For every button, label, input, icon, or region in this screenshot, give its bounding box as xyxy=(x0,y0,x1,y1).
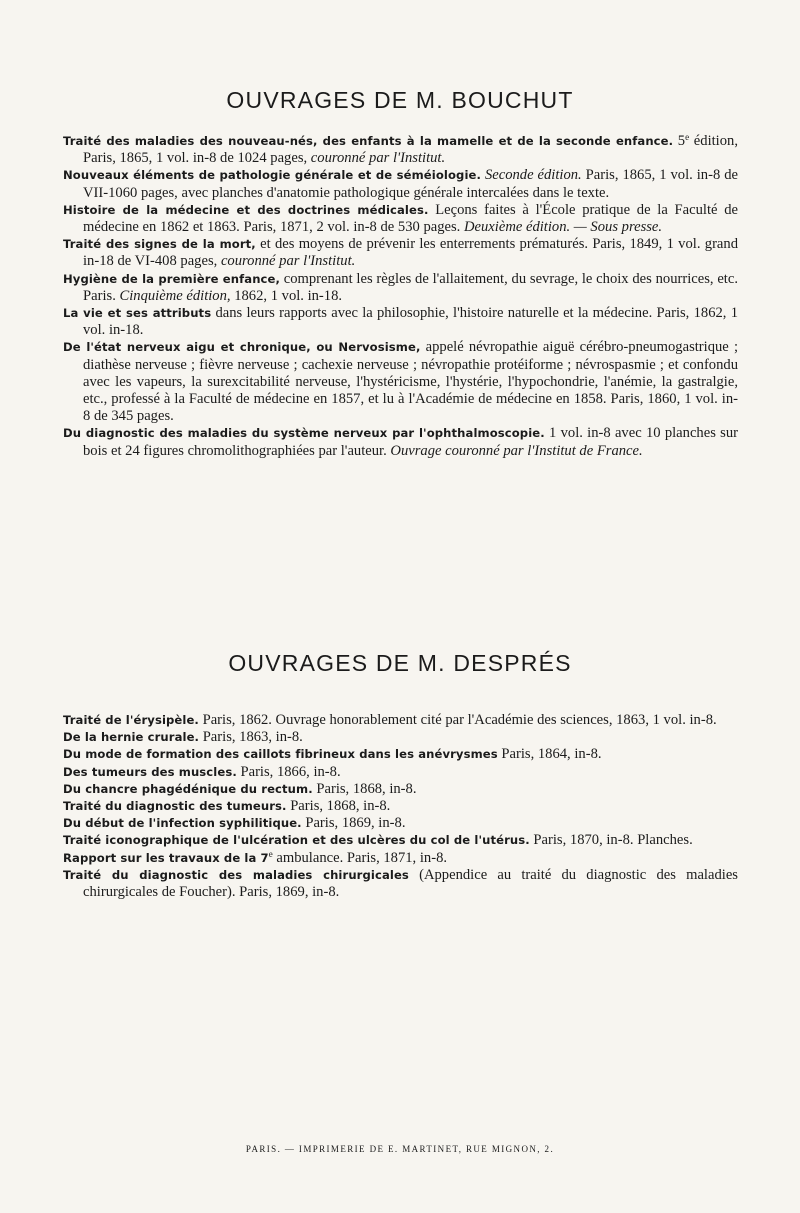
entry-text: Paris, 1868, in-8. xyxy=(312,780,417,797)
entry-title: La vie et ses attributs xyxy=(63,306,212,321)
entry-title: Traité des maladies des nouveau-nés, des enfants à la mamelle et de la seconde enfance. xyxy=(63,134,674,148)
bibliography-entry xyxy=(63,729,738,746)
bibliography-entry xyxy=(63,798,738,815)
entry-italic-note: couronné par l'Institut. xyxy=(217,253,356,270)
bibliography-entry xyxy=(63,867,738,901)
bibliography-entry xyxy=(63,850,738,867)
entry-text: Paris, 1868, in-8. xyxy=(286,798,391,815)
entry-text: Paris, 1864, in-8. xyxy=(497,746,602,763)
entry-title: Traité iconographique de l'ulcération et des ulcères du col de l'utérus. xyxy=(63,833,530,848)
entry-text: Paris, 1863, in-8. xyxy=(199,729,303,746)
bibliography-entry xyxy=(63,712,738,729)
bibliography-entry xyxy=(63,271,738,305)
entry-text: et des moyens de prévenir les enterrements prématurés. Paris, 1849, 1 vol. grand in-18 de VI-408 pages, xyxy=(83,236,738,270)
entry-italic-note: Seconde édition. xyxy=(481,167,582,184)
bibliography-entry xyxy=(63,236,738,270)
entry-title: Traité du diagnostic des maladies chirurgicales xyxy=(63,867,409,882)
section-heading-despres: OUVRAGES DE M. DESPRÉS xyxy=(228,650,572,676)
bouchut-works-list xyxy=(63,133,738,460)
entry-text: 1862, 1 vol. in-18. xyxy=(230,287,343,304)
bibliography-entry xyxy=(63,781,738,798)
bibliography-entry xyxy=(63,305,738,339)
entry-text: ambulance. Paris, 1871, in-8. xyxy=(272,849,448,866)
ordinal-suffix: e xyxy=(268,848,273,859)
entry-title: De l'état nerveux aigu et chronique, ou Nervosisme, xyxy=(63,340,421,355)
bibliography-entry xyxy=(63,133,738,167)
entry-title: Nouveaux éléments de pathologie générale et de séméiologie. xyxy=(63,168,481,183)
entry-title: De la hernie crurale. xyxy=(63,730,200,745)
printer-imprint: PARIS. — IMPRIMERIE DE E. MARTINET, RUE MIGNON, 2. xyxy=(245,1144,555,1154)
entry-text: Paris, 1865, 1 vol. in-8 de VII-1060 pages, avec planches d'anatomie pathologique générale intercalées dans le texte. xyxy=(83,167,738,201)
entry-text: Paris, 1869, in-8. xyxy=(301,815,406,832)
entry-text: édition, Paris, 1865, 1 vol. in-8 de 1024 pages, xyxy=(83,133,738,167)
entry-text: appelé névropathie aiguë cérébro-pneumogastrique ; diathèse nerveuse ; fièvre nerveuse ; cachexie nerveuse ; névropathie protéiforme ; névrospasmie ; et confondu avec les vapeurs, la surexcitabilité nerveuse, l'hystéricisme, l'hystérie, l'hypochondrie, l'anémie, la gastralgie, etc., professé à la Faculté de médecine en 1857, et lu à l'Académie de médecine en 1858. Paris, 1860, 1 vol. in-8 de 345 pages. xyxy=(83,339,739,425)
entry-text: Paris, 1862. Ouvrage honorablement cité par l'Académie des sciences, 1863, 1 vol. in-8. xyxy=(198,712,717,728)
entry-text: (Appendice au traité du diagnostic des maladies chirurgicales de Foucher). Paris, 1869, in-8. xyxy=(83,866,738,901)
entry-title: Traité de l'érysipèle. xyxy=(63,713,199,727)
bibliography-entry xyxy=(63,832,738,849)
entry-title: Du début de l'infection syphilitique. xyxy=(63,816,302,831)
entry-text: dans leurs rapports avec la philosophie, l'histoire naturelle et la médecine. Paris, 1862, 1 vol. in-18. xyxy=(83,305,738,339)
entry-italic-note: Deuxième édition. — Sous presse. xyxy=(460,219,663,236)
entry-title: Traité des signes de la mort, xyxy=(63,237,256,252)
entry-italic-note: Cinquième édition, xyxy=(115,287,231,304)
entry-text: Paris, 1866, in-8. xyxy=(236,763,341,780)
bibliography-entry xyxy=(63,167,738,201)
ordinal-suffix: e xyxy=(685,132,690,142)
entry-italic-note: Ouvrage couronné par l'Institut de France. xyxy=(386,442,643,459)
despres-works-list xyxy=(63,712,738,901)
entry-title: Hygiène de la première enfance, xyxy=(63,271,280,286)
entry-italic-note: couronné par l'Institut. xyxy=(307,150,446,167)
entry-title: Du mode de formation des caillots fibrineux dans les anévrysmes xyxy=(63,747,498,762)
bibliography-entry xyxy=(63,339,738,425)
entry-title: Traité du diagnostic des tumeurs. xyxy=(63,799,287,814)
entry-title: Des tumeurs des muscles. xyxy=(63,764,237,779)
entry-text: 5 xyxy=(673,133,686,149)
bibliography-entry xyxy=(63,425,738,459)
entry-text: 1 vol. in-8 avec 10 planches sur bois et 24 figures chromolithographiées par l'auteur. xyxy=(83,425,738,459)
section-heading-bouchut: OUVRAGES DE M. BOUCHUT xyxy=(226,87,574,113)
bibliography-entry xyxy=(63,815,738,832)
entry-title: Rapport sur les travaux de la 7 xyxy=(63,850,269,865)
entry-title: Histoire de la médecine et des doctrines médicales. xyxy=(63,202,429,217)
entry-text: Leçons faites à l'École pratique de la Faculté de médecine en 1862 et 1863. Paris, 1871, 2 vol. in-8 de 530 pages. xyxy=(83,201,738,236)
entry-text: Paris, 1870, in-8. Planches. xyxy=(529,832,693,849)
bibliography-entry xyxy=(63,746,738,763)
bibliography-entry xyxy=(63,764,738,781)
bibliography-entry xyxy=(63,202,738,236)
entry-text: comprenant les règles de l'allaitement, du sevrage, le choix des nourrices, etc. Paris. xyxy=(83,270,738,304)
entry-title: Du diagnostic des maladies du système nerveux par l'ophthalmoscopie. xyxy=(63,426,545,441)
entry-title: Du chancre phagédénique du rectum. xyxy=(63,781,313,796)
